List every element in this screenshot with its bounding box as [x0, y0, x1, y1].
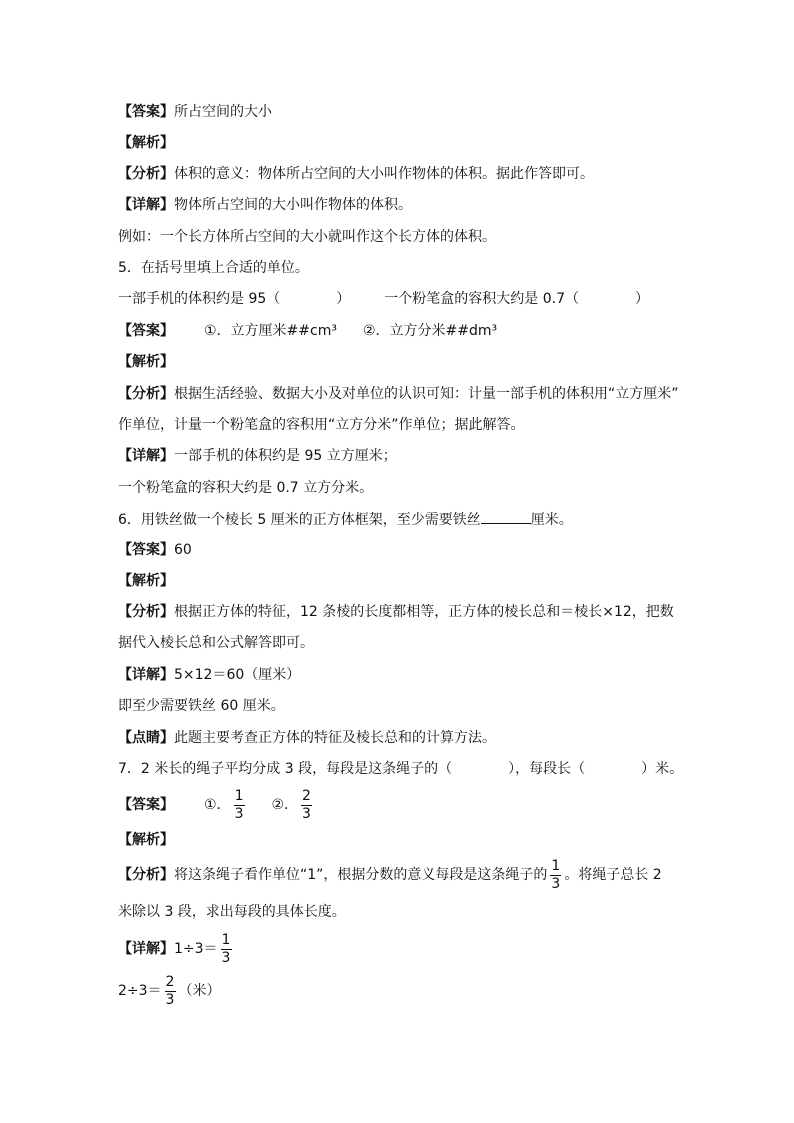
- detail-expr: 2÷3＝: [118, 983, 162, 999]
- q6-detail-line1: [118, 665, 300, 685]
- q7-answer-line: [118, 788, 315, 822]
- q7-detail-line2: [118, 974, 220, 1008]
- fenxi-text-a: 将这条绳子看作单位“1”，根据分数的意义每段是这条绳子的: [174, 867, 548, 883]
- fraction: [300, 789, 313, 822]
- answer-tag: 【答案】: [118, 542, 174, 558]
- q6-stem-b: 厘米。: [530, 512, 573, 528]
- q6-fenxi-line2: 据代入棱长总和公式解答即可。: [118, 635, 314, 651]
- analysis-tag: 【解析】: [118, 573, 174, 589]
- detail-text: 物体所占空间的大小叫作物体的体积。: [174, 197, 412, 213]
- answer-tag: 【答案】: [118, 104, 174, 120]
- numerator: 1: [221, 931, 231, 948]
- q6-dianjing-line: [118, 728, 496, 748]
- q6-detail-line2: 即至少需要铁丝 60 厘米。: [118, 698, 285, 714]
- detail-unit: （米）: [178, 983, 221, 999]
- q5-ans2: ②．立方分米##dm³: [362, 323, 498, 339]
- q6-answer-line: [118, 540, 192, 560]
- numerator: 2: [302, 787, 311, 804]
- q5-ans1: ①．立方厘米##cm³: [204, 323, 337, 339]
- analysis-tag: 【解析】: [118, 354, 174, 370]
- fill-blank: [481, 509, 531, 524]
- fenxi-text: 根据生活经验、数据大小及对单位的认识可知：计量一部手机的体积用“立方厘米”: [174, 386, 679, 402]
- denominator: 3: [165, 991, 175, 1008]
- q5-sub1: 一部手机的体积约是 95（ ）: [118, 291, 351, 307]
- denominator: 3: [221, 949, 231, 966]
- q7-ans2-prefix: ②．: [271, 797, 299, 813]
- q5-subquestions: [118, 289, 649, 309]
- fenxi-tag: 【分析】: [118, 166, 174, 182]
- numerator: 2: [165, 973, 175, 990]
- denominator: 3: [234, 805, 244, 822]
- denominator: 3: [551, 875, 561, 892]
- q5-fenxi-line2: 作单位，计量一个粉笔盒的容积用“立方分米”作单位；据此解答。: [118, 417, 525, 433]
- q5-detail-line1: [118, 446, 397, 466]
- fraction: [549, 859, 562, 892]
- answer-tag: 【答案】: [118, 323, 174, 339]
- q4-example-line: 例如：一个长方体所占空间的大小就叫作这个长方体的体积。: [118, 229, 496, 245]
- q4-answer-line: [118, 102, 272, 122]
- detail-expr: 1÷3＝: [174, 941, 218, 957]
- fenxi-tag: 【分析】: [118, 867, 174, 883]
- detail-tag: 【详解】: [118, 941, 174, 957]
- fenxi-text: 根据正方体的特征，12 条棱的长度都相等，正方体的棱长总和＝棱长×12，把数: [174, 604, 674, 620]
- q5-fenxi-line1: [118, 384, 679, 404]
- q7-detail-line1: [118, 932, 234, 966]
- q7-ans1-prefix: ①．: [204, 797, 231, 813]
- dianjing-tag: 【点睛】: [118, 730, 174, 746]
- fraction: [164, 975, 177, 1008]
- q5-stem: 5．在括号里填上合适的单位。: [118, 260, 309, 276]
- numerator: 1: [234, 787, 244, 804]
- fenxi-text: 体积的意义：物体所占空间的大小叫作物体的体积。据此作答即可。: [174, 166, 594, 182]
- q4-detail-line: [118, 195, 412, 215]
- q5-sub2: 一个粉笔盒的容积大约是 0.7（ ）: [384, 291, 649, 307]
- fenxi-tag: 【分析】: [118, 386, 174, 402]
- denominator: 3: [302, 805, 311, 822]
- answer-tag: 【答案】: [118, 797, 174, 813]
- detail-text: 一部手机的体积约是 95 立方厘米；: [174, 448, 397, 464]
- fraction: [220, 933, 233, 966]
- answer-text: 60: [174, 542, 192, 558]
- fenxi-tag: 【分析】: [118, 604, 174, 620]
- q4-fenxi-line: [118, 164, 594, 184]
- q7-fenxi-line1: [118, 858, 662, 892]
- dianjing-text: 此题主要考查正方体的特征及棱长总和的计算方法。: [174, 730, 496, 746]
- numerator: 1: [551, 857, 561, 874]
- q6-fenxi-line1: [118, 602, 674, 622]
- q5-detail-line2: 一个粉笔盒的容积大约是 0.7 立方分米。: [118, 480, 374, 496]
- detail-text: 5×12＝60（厘米）: [174, 667, 301, 683]
- fenxi-text-b: 。将绳子总长 2: [564, 867, 662, 883]
- q5-answer-line: [118, 321, 497, 341]
- answer-text: 所占空间的大小: [174, 104, 272, 120]
- analysis-tag: 【解析】: [118, 832, 174, 848]
- detail-tag: 【详解】: [118, 667, 174, 683]
- q6-stem-a: 6．用铁丝做一个棱长 5 厘米的正方体框架，至少需要铁丝: [118, 512, 481, 528]
- detail-tag: 【详解】: [118, 197, 174, 213]
- detail-tag: 【详解】: [118, 448, 174, 464]
- analysis-tag: 【解析】: [118, 135, 174, 151]
- q6-stem: [118, 509, 573, 530]
- q7-stem: 7．2 米长的绳子平均分成 3 段，每段是这条绳子的（ ），每段长（ ）米。: [118, 761, 684, 777]
- q7-fenxi-line2: 米除以 3 段，求出每段的具体长度。: [118, 904, 346, 920]
- fraction: [233, 789, 246, 822]
